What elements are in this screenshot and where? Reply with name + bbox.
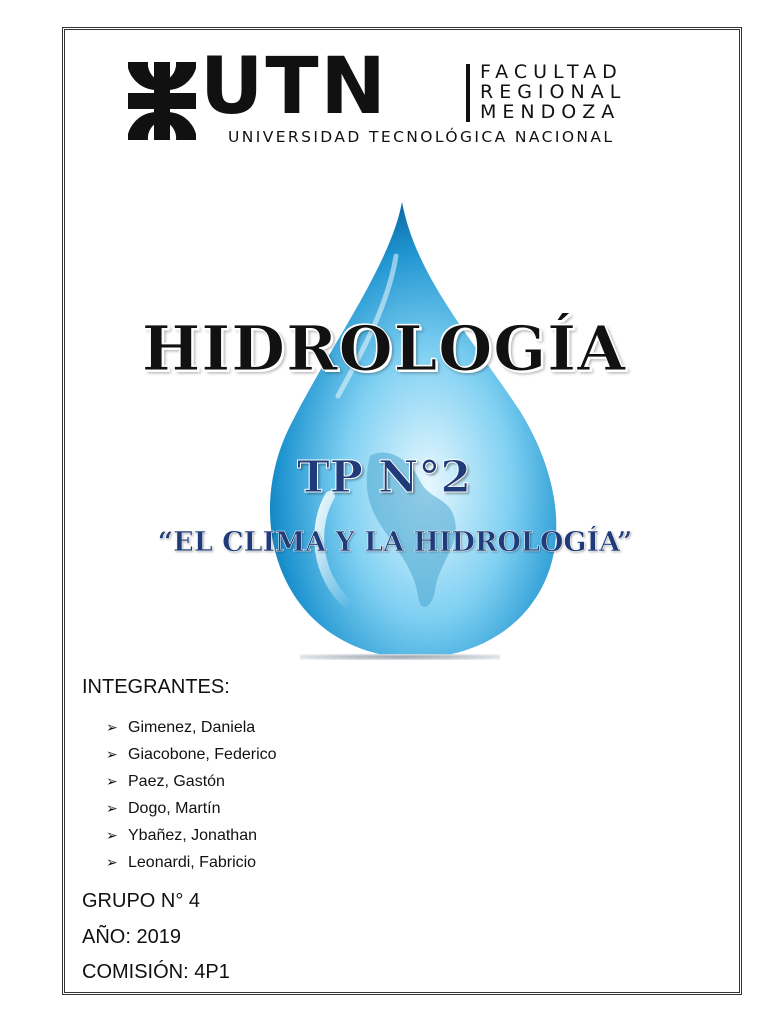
faculty-name: FACULTAD REGIONAL MENDOZA: [480, 61, 627, 123]
arrow-bullet-icon: ➢: [106, 854, 118, 870]
arrow-bullet-icon: ➢: [106, 800, 118, 816]
drop-shadow: [300, 654, 500, 660]
members-heading: INTEGRANTES:: [82, 676, 230, 698]
assignment-number: TP N°2: [297, 452, 471, 503]
member-name: Gimenez, Daniela: [128, 719, 256, 736]
document-title: HIDROLOGÍA: [141, 312, 627, 385]
logo-divider: [466, 64, 470, 122]
arrow-bullet-icon: ➢: [106, 773, 118, 789]
list-item: [106, 851, 277, 878]
utn-emblem-icon: [128, 62, 196, 140]
list-item: [106, 770, 277, 797]
members-list: [106, 716, 277, 878]
commission: COMISIÓN: 4P1: [82, 961, 230, 983]
utn-acronym: UTN: [200, 42, 388, 132]
member-name: Ybañez, Jonathan: [128, 827, 257, 844]
member-name: Leonardi, Fabricio: [128, 854, 257, 871]
arrow-bullet-icon: ➢: [106, 827, 118, 843]
group-number: GRUPO N° 4: [82, 890, 201, 912]
list-item: [106, 797, 277, 824]
assignment-subtitle: “EL CLIMA Y LA HIDROLOGÍA”: [157, 527, 633, 558]
arrow-bullet-icon: ➢: [106, 719, 118, 735]
member-name: Giacobone, Federico: [128, 746, 277, 763]
list-item: [106, 743, 277, 770]
year: AÑO: 2019: [82, 926, 181, 948]
list-item: [106, 824, 277, 851]
arrow-bullet-icon: ➢: [106, 746, 118, 762]
utn-logo: [128, 42, 673, 152]
water-drop-illustration: [220, 196, 580, 666]
member-name: Dogo, Martín: [128, 800, 221, 817]
list-item: [106, 716, 277, 743]
member-name: Paez, Gastón: [128, 773, 225, 790]
university-name: UNIVERSIDAD TECNOLÓGICA NACIONAL: [228, 128, 615, 146]
